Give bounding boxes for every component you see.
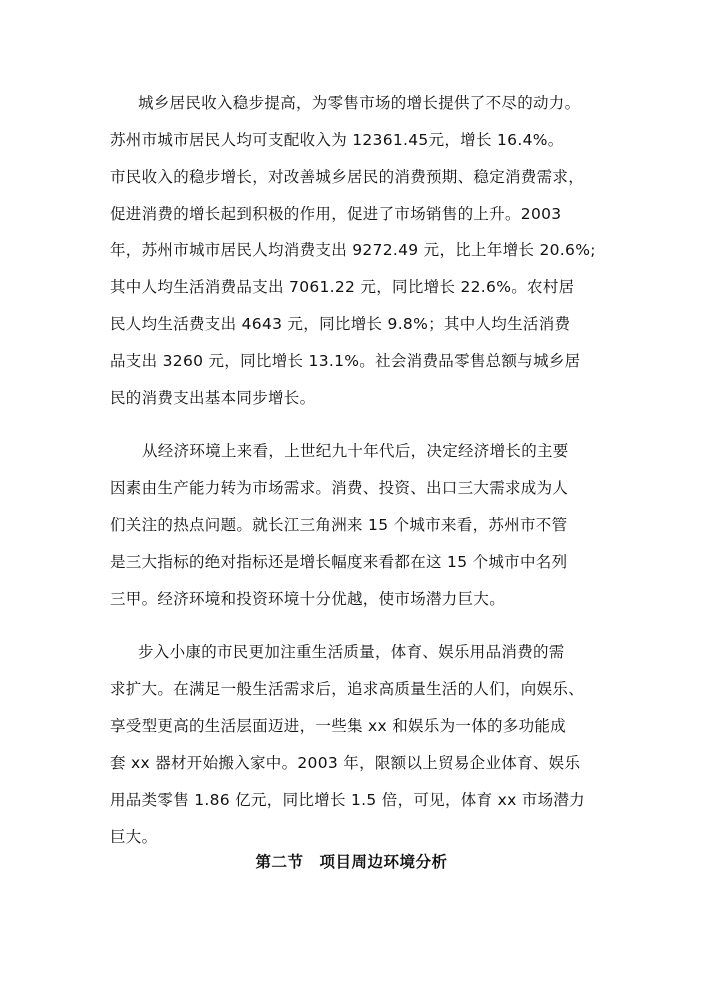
paragraph-line: 品支出 3260 元，同比增长 13.1%。社会消费品零售总额与城乡居 [110,352,581,370]
paragraph-line: 民人均生活费支出 4643 元，同比增长 9.8%；其中人均生活消费 [110,315,571,333]
paragraph-line: 苏州市城市居民人均可支配收入为 12361.45元，增长 16.4%。 [110,131,564,149]
paragraph-line: 促进消费的增长起到积极的作用，促进了市场销售的上升。2003 [110,205,562,223]
paragraph-line: 是三大指标的绝对指标还是增长幅度来看都在这 15 个城市中名列 [110,553,568,571]
paragraph-line: 民的消费支出基本同步增长。 [110,389,316,407]
section-heading: 第二节 项目周边环境分析 [255,853,448,871]
paragraph-line: 城乡居民收入稳步提高，为零售市场的增长提供了不尽的动力。 [138,94,581,112]
paragraph-line: 求扩大。在满足一般生活需求后，追求高质量生活的人们，向娱乐、 [110,680,585,698]
paragraph-line: 年，苏州市城市居民人均消费支出 9272.49 元，比上年增长 20.6%; [110,241,596,259]
paragraph-line: 步入小康的市民更加注重生活质量，体育、娱乐用品消费的需 [138,643,565,661]
paragraph-line: 们关注的热点问题。就长江三角洲来 15 个城市来看，苏州市不管 [110,516,568,534]
paragraph-line: 从经济环境上来看，上世纪九十年代后，决定经济增长的主要 [142,442,569,460]
paragraph-line: 三甲。经济环境和投资环境十分优越，使市场潜力巨大。 [110,590,506,608]
paragraph-line: 其中人均生活消费品支出 7061.22 元，同比增长 22.6%。农村居 [110,278,575,296]
paragraph-line: 巨大。 [110,828,158,846]
paragraph-line: 因素由生产能力转为市场需求。消费、投资、出口三大需求成为人 [110,479,569,497]
paragraph-line: 市民收入的稳步增长，对改善城乡居民的消费预期、稳定消费需求， [110,168,585,186]
paragraph-line: 套 xx 器材开始搬入家中。2003 年，限额以上贸易企业体育、娱乐 [110,754,581,772]
paragraph-line: 用品类零售 1.86 亿元，同比增长 1.5 倍，可见，体育 xx 市场潜力 [110,791,585,809]
paragraph-line: 享受型更高的生活层面迈进，一些集 xx 和娱乐为一体的多功能成 [110,717,567,735]
